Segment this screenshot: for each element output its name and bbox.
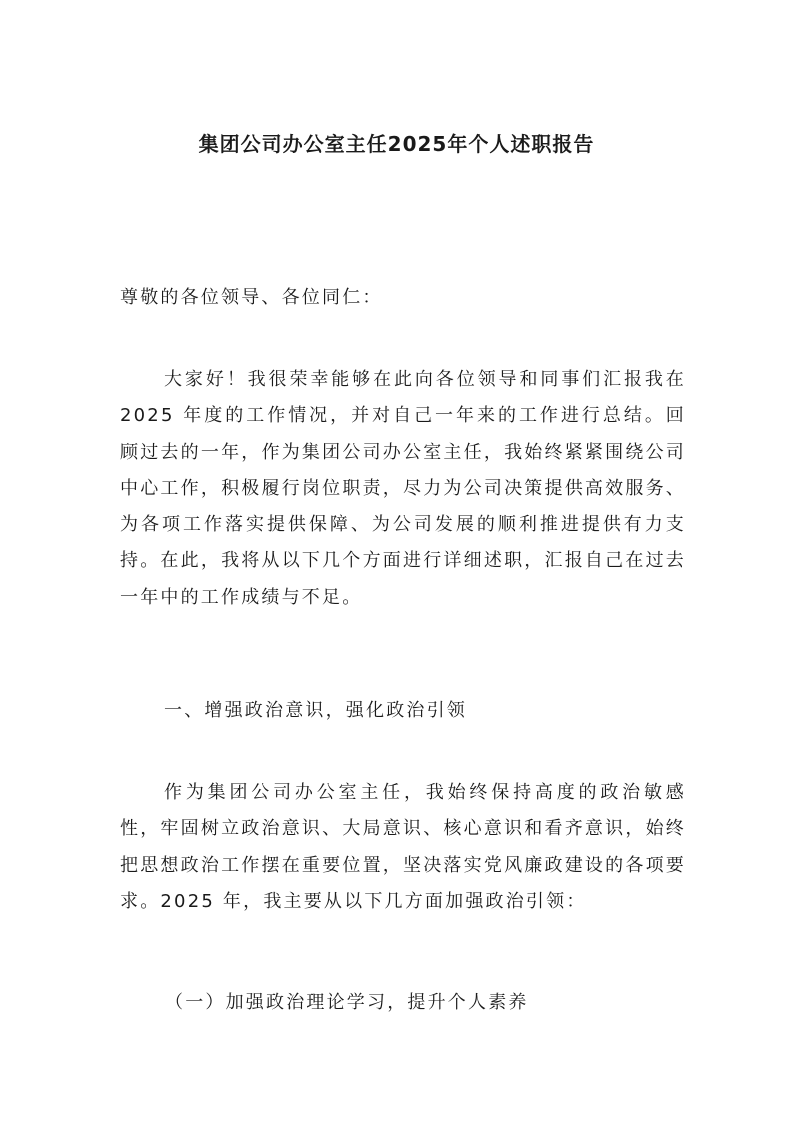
- body-paragraph-political: 作为集团公司办公室主任，我始终保持高度的政治敏感性，牢固树立政治意识、大局意识、核心意识和看齐意识，始终把思想政治工作摆在重要位置，坚决落实党风廉政建设的各项要求。2025 年，我主要从以下几方面加强政治引领：: [120, 782, 686, 912]
- salutation: 尊敬的各位领导、各位同仁：: [120, 287, 383, 308]
- document-title: 集团公司办公室主任2025年个人述职报告: [198, 132, 595, 156]
- section-heading: 一、增强政治意识，强化政治引领: [164, 700, 467, 721]
- subsection-heading: （一）加强政治理论学习，提升个人素养: [165, 992, 529, 1013]
- body-paragraph-intro: 大家好！我很荣幸能够在此向各位领导和同事们汇报我在 2025 年度的工作情况，并对自己一年来的工作进行总结。回顾过去的一年，作为集团公司办公室主任，我始终紧紧围绕公司中心工作，积极履行岗位职责，尽力为公司决策提供高效服务、为各项工作落实提供保障、为公司发展的顺利推进提供有力支持。在此，我将从以下几个方面进行详细述职，汇报自己在过去一年中的工作成绩与不足。: [120, 369, 686, 608]
